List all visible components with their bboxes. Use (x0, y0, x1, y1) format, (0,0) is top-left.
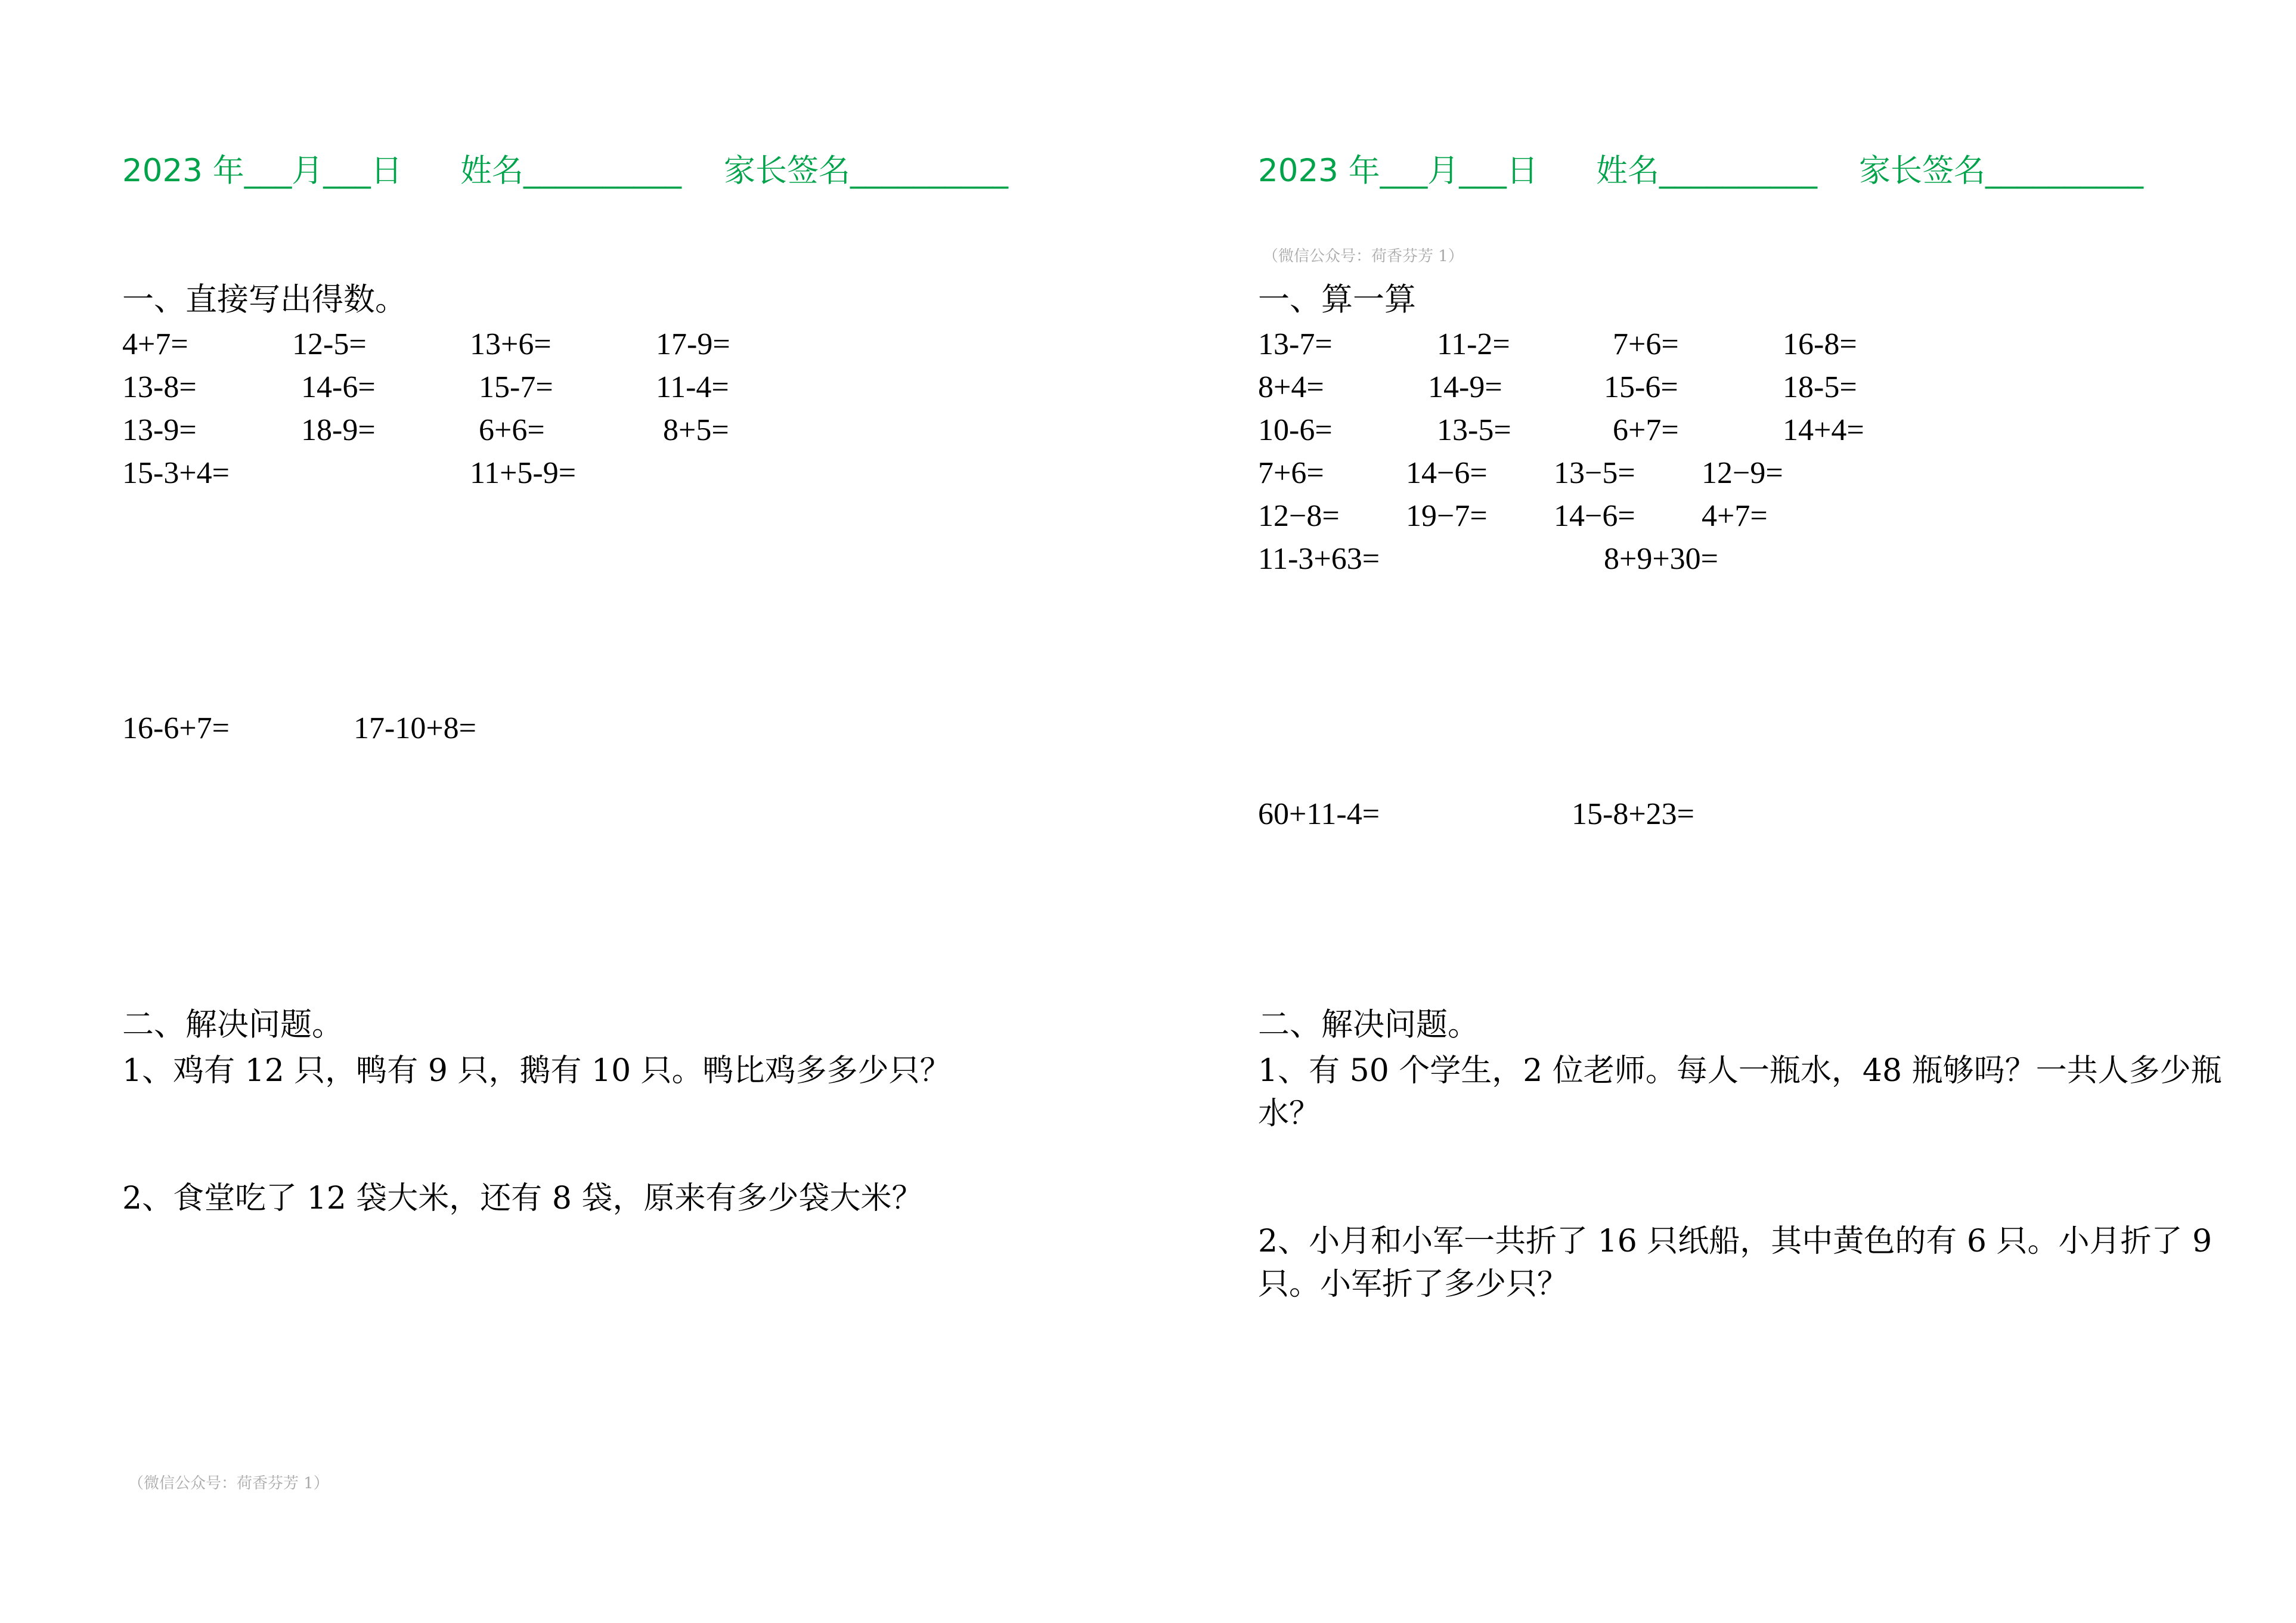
right-eq: 18-5= (1783, 370, 1857, 404)
right-eq: 12−9= (1702, 456, 1783, 490)
right-eq: 13-7= (1258, 327, 1333, 361)
left-eq: 17-9= (656, 327, 730, 361)
left-section1-title: 一、直接写出得数。 (122, 281, 407, 318)
right-problem-2: 2、小月和小军一共折了 16 只纸船，其中黄色的有 6 只。小月折了 9 只。小军折了多少只？ (1258, 1224, 2213, 1302)
right-eq: 14−6= (1406, 456, 1488, 490)
left-eq: 6+6= (479, 413, 545, 447)
left-eq: 11-4= (656, 370, 729, 404)
right-eq: 10-6= (1258, 413, 1333, 447)
right-eq: 8+9+30= (1604, 542, 1718, 576)
right-parent-signature-field[interactable]: 家长签名__________ (1859, 153, 2143, 189)
left-eq: 18-9= (301, 413, 376, 447)
right-problem-1: 1、有 50 个学生，2 位老师。每人一瓶水，48 瓶够吗？一共人多少瓶水？ (1258, 1053, 2222, 1132)
right-eq: 60+11-4= (1258, 797, 1380, 831)
right-eq: 13−5= (1554, 456, 1635, 490)
left-section2-title: 二、解决问题。 (122, 1006, 343, 1043)
left-problem-2: 2、食堂吃了 12 袋大米，还有 8 袋，原来有多少袋大米？ (122, 1181, 923, 1216)
left-parent-signature-field[interactable]: 家长签名__________ (724, 153, 1008, 189)
right-eq: 16-8= (1783, 327, 1857, 361)
left-eq: 13+6= (470, 327, 551, 361)
right-eq: 15-6= (1604, 370, 1678, 404)
left-date-field[interactable]: 2023 年___月___日 (122, 153, 402, 189)
left-eq: 16-6+7= (122, 711, 230, 745)
left-eq: 11+5-9= (470, 456, 577, 490)
right-eq: 13-5= (1437, 413, 1511, 447)
right-eq: 14-9= (1428, 370, 1502, 404)
right-eq: 7+6= (1613, 327, 1679, 361)
left-eq: 13-8= (122, 370, 197, 404)
right-date-field[interactable]: 2023 年___月___日 (1258, 153, 1538, 189)
right-eq: 8+4= (1258, 370, 1324, 404)
right-eq: 14+4= (1783, 413, 1864, 447)
left-eq: 12-5= (292, 327, 367, 361)
right-eq: 4+7= (1702, 499, 1768, 533)
right-eq: 11-3+63= (1258, 542, 1380, 576)
right-eq: 19−7= (1406, 499, 1488, 533)
left-watermark: （微信公众号：荷香芬芳 1） (128, 1475, 329, 1492)
right-section2-title: 二、解决问题。 (1258, 1006, 1479, 1043)
right-eq: 6+7= (1613, 413, 1679, 447)
right-eq: 14−6= (1554, 499, 1635, 533)
right-watermark: （微信公众号：荷香芬芳 1） (1263, 247, 1464, 265)
left-name-field[interactable]: 姓名__________ (460, 153, 681, 189)
right-name-field[interactable]: 姓名__________ (1596, 153, 1817, 189)
right-eq: 15-8+23= (1572, 797, 1694, 831)
right-eq: 7+6= (1258, 456, 1324, 490)
right-eq: 11-2= (1437, 327, 1510, 361)
left-eq: 17-10+8= (354, 711, 476, 745)
left-eq: 15-7= (479, 370, 553, 404)
left-problem-1: 1、鸡有 12 只，鸭有 9 只，鹅有 10 只。鸭比鸡多多少只？ (122, 1053, 951, 1089)
left-eq: 8+5= (663, 413, 729, 447)
right-eq: 12−8= (1258, 499, 1340, 533)
left-eq: 13-9= (122, 413, 197, 447)
left-eq: 15-3+4= (122, 456, 230, 490)
left-eq: 14-6= (301, 370, 376, 404)
left-eq: 4+7= (122, 327, 188, 361)
right-section1-title: 一、算一算 (1258, 281, 1416, 318)
